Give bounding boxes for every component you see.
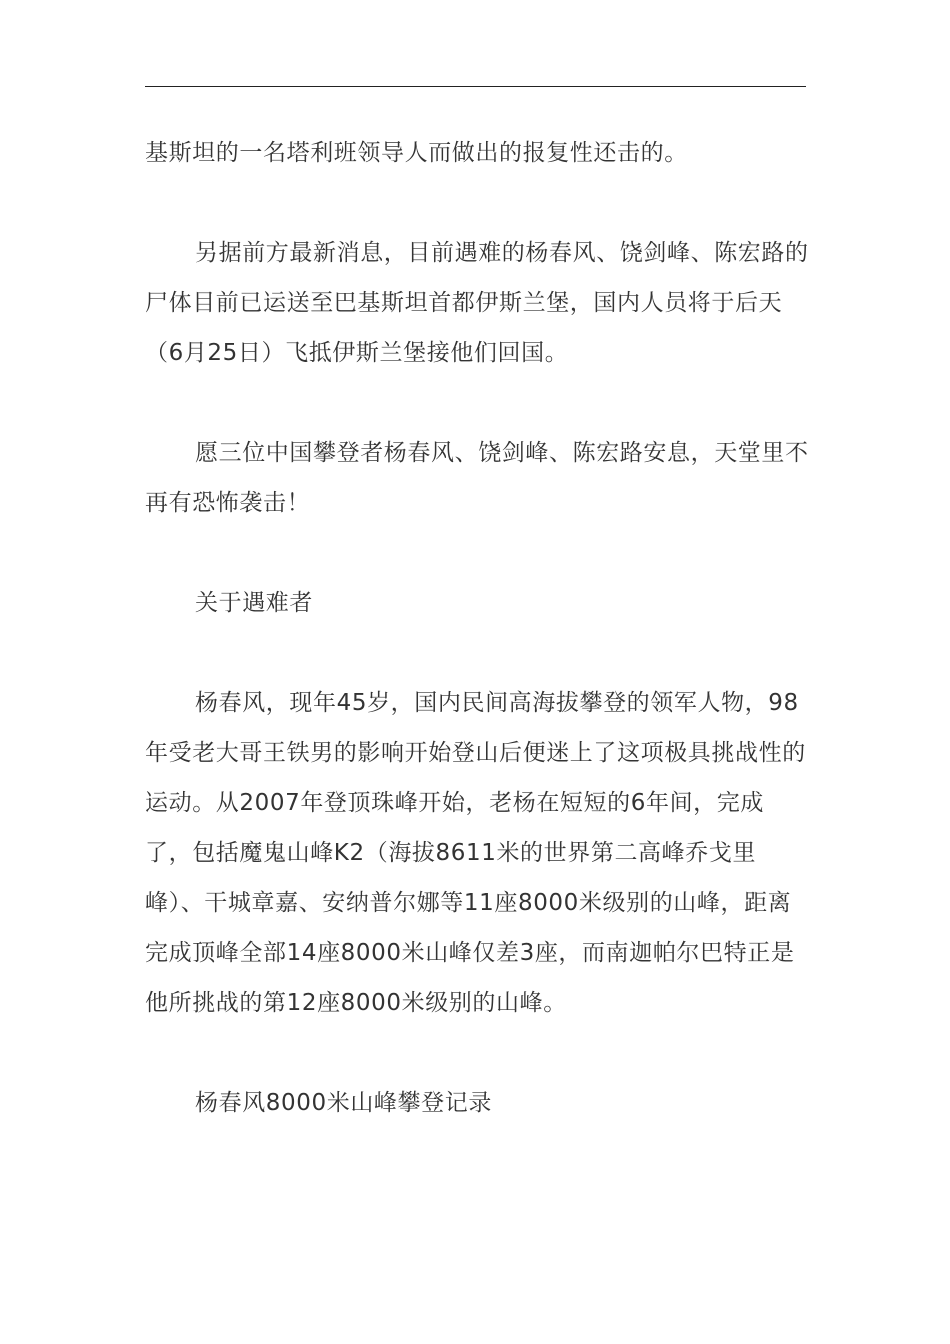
paragraph-yang-chunfeng-bio: 杨春风，现年45岁，国内民间高海拔攀登的领军人物，98年受老大哥王铁男的影响开始登山后便迷上了这项极具挑战性的运动。从2007年登顶珠峰开始，老杨在短短的6年间，完成了，包括魔鬼山峰K2（海拔8611米的世界第二高峰乔戈里峰）、干城章嘉、安纳普尔娜等11座8000米级别的山峰，距离完成顶峰全部14座8000米山峰仅差3座，而南迦帕尔巴特正是他所挑战的第12座8000米级别的山峰。 (145, 690, 806, 1016)
paragraph-rest-in-peace: 愿三位中国攀登者杨春风、饶剑峰、陈宏路安息，天堂里不再有恐怖袭击！ (145, 440, 809, 516)
paragraph-latest-news: 另据前方最新消息，目前遇难的杨春风、饶剑峰、陈宏路的尸体目前已运送至巴基斯坦首都伊斯兰堡，国内人员将于后天（6月25日）飞抵伊斯兰堡接他们回国。 (145, 240, 809, 366)
document-body (145, 128, 810, 1128)
section-heading-victims: 关于遇难者 (195, 590, 313, 616)
section-heading-climbing-record: 杨春风8000米山峰攀登记录 (195, 1090, 492, 1116)
paragraph-continuation: 基斯坦的一名塔利班领导人而做出的报复性还击的。 (145, 140, 688, 166)
header-divider (145, 86, 806, 87)
